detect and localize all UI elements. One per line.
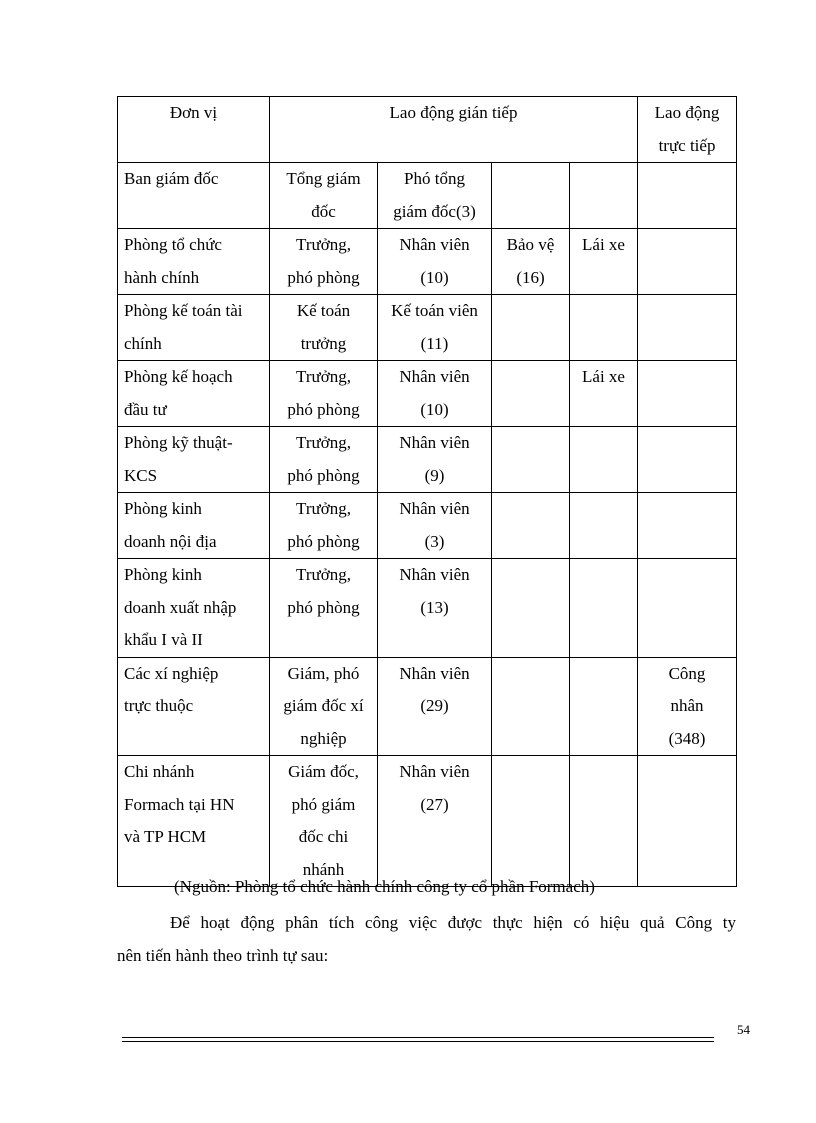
cell-line: (10) (420, 267, 449, 287)
cell-line: (27) (420, 794, 449, 814)
table-row (118, 756, 737, 887)
table-row (118, 493, 737, 559)
cell-c1 (270, 427, 378, 493)
cell-unit (118, 657, 270, 756)
table-row (118, 163, 737, 229)
cell-unit (118, 361, 270, 427)
cell-line: phó phòng (287, 597, 360, 617)
cell-c4 (570, 229, 638, 295)
cell-line: trực thuộc (124, 696, 194, 715)
cell-line: nhánh (302, 859, 345, 879)
cell-c3 (492, 493, 570, 559)
cell-c1 (270, 361, 378, 427)
source-note: (Nguồn: Phòng tổ chức hành chính công ty cổ phần Formach) (174, 877, 595, 896)
cell-line: Trưởng, (296, 367, 351, 386)
cell-c3 (492, 295, 570, 361)
footer-rule-top (122, 1037, 714, 1038)
cell-c3 (492, 559, 570, 658)
cell-line: Nhân viên (399, 565, 470, 584)
table-row (118, 229, 737, 295)
cell-c2 (378, 361, 492, 427)
cell-line: hành chính (124, 267, 200, 287)
table-row (118, 657, 737, 756)
cell-line: Trưởng, (296, 433, 351, 452)
cell-line: Nhân viên (399, 367, 470, 386)
cell-c3 (492, 163, 570, 229)
cell-line: doanh xuất nhập (124, 597, 237, 617)
cell-line: KCS (124, 465, 158, 485)
cell-c2 (378, 295, 492, 361)
cell-c5 (638, 559, 737, 658)
footer-rule-bottom (122, 1041, 714, 1042)
page-number: 54 (737, 1022, 750, 1037)
cell-c5 (638, 756, 737, 887)
cell-c4 (570, 559, 638, 658)
cell-c3 (492, 756, 570, 887)
cell-line: (11) (420, 333, 449, 353)
cell-line: nhân (670, 696, 704, 715)
cell-line: đốc (311, 201, 336, 221)
cell-line: Nhân viên (399, 433, 470, 452)
cell-c5 (638, 163, 737, 229)
cell-c3 (492, 427, 570, 493)
cell-c4 (570, 427, 638, 493)
cell-line: Kế toán (296, 301, 351, 320)
cell-c2 (378, 756, 492, 887)
cell-line: khẩu I và II (124, 630, 203, 649)
cell-line: Lái xe (582, 367, 625, 386)
cell-unit (118, 229, 270, 295)
cell-c1 (270, 163, 378, 229)
cell-line: (16) (516, 267, 545, 287)
cell-line: (13) (420, 597, 449, 617)
cell-c2 (378, 493, 492, 559)
cell-line: trưởng (300, 333, 347, 353)
cell-c2 (378, 559, 492, 658)
staff-table (117, 96, 737, 887)
cell-c5 (638, 427, 737, 493)
table-row (118, 295, 737, 361)
cell-line: chính (124, 333, 162, 353)
cell-line: Phòng tổ chức (124, 235, 222, 254)
cell-unit (118, 163, 270, 229)
cell-line: Phòng kế toán tài (124, 301, 243, 320)
cell-c4 (570, 361, 638, 427)
cell-line: giám đốc(3) (393, 201, 476, 221)
cell-c5 (638, 361, 737, 427)
cell-line: giám đốc xí (283, 696, 364, 715)
cell-c2 (378, 229, 492, 295)
cell-line: Phòng kinh (124, 499, 202, 518)
cell-c1 (270, 559, 378, 658)
cell-line: và TP HCM (124, 827, 207, 846)
cell-line: Trưởng, (296, 565, 351, 584)
cell-c5 (638, 493, 737, 559)
cell-line: Nhân viên (399, 499, 470, 518)
cell-c2 (378, 163, 492, 229)
cell-line: (29) (420, 696, 449, 715)
cell-c3 (492, 657, 570, 756)
table-body (118, 97, 737, 887)
cell-c4 (570, 493, 638, 559)
cell-c1 (270, 493, 378, 559)
cell-line: (348) (668, 728, 706, 748)
cell-line: Nhân viên (399, 235, 470, 254)
header-indirect-labor: Lao động gián tiếp (270, 97, 638, 163)
cell-line: (10) (420, 399, 449, 419)
cell-line: phó phòng (287, 267, 360, 287)
cell-c4 (570, 657, 638, 756)
cell-line: phó phòng (287, 399, 360, 419)
cell-line: Phòng kinh (124, 565, 202, 584)
cell-line: Formach tại HN (124, 794, 235, 814)
cell-line: (3) (424, 531, 445, 551)
cell-line: Chi nhánh (124, 762, 195, 781)
cell-unit (118, 559, 270, 658)
table-row (118, 361, 737, 427)
paragraph-line-1: Để hoạt động phân tích công việc được thực hiện có hiệu quả Công ty (170, 913, 736, 932)
cell-unit (118, 427, 270, 493)
cell-unit (118, 756, 270, 887)
header-direct-labor: Lao động trực tiếp (638, 97, 737, 163)
cell-line: Trưởng, (296, 235, 351, 254)
cell-line: đốc chi (298, 827, 349, 846)
cell-line: Phòng kế hoạch (124, 367, 233, 386)
cell-line: Phó tổng (404, 169, 465, 188)
cell-line: Ban giám đốc (124, 169, 219, 188)
cell-line: Trưởng, (296, 499, 351, 518)
cell-line: Nhân viên (399, 663, 470, 683)
cell-c5 (638, 657, 737, 756)
cell-line: Giám đốc, (288, 762, 359, 781)
cell-line: Giám, phó (287, 663, 360, 683)
cell-line: nghiệp (300, 728, 347, 748)
cell-c2 (378, 657, 492, 756)
cell-line: Công (668, 663, 706, 683)
cell-line: phó giám (291, 794, 356, 814)
cell-line: (9) (424, 465, 445, 485)
cell-c4 (570, 163, 638, 229)
body-paragraph (117, 906, 736, 972)
cell-c1 (270, 657, 378, 756)
cell-line: phó phòng (287, 531, 360, 551)
cell-c3 (492, 361, 570, 427)
cell-c5 (638, 295, 737, 361)
header-unit: Đơn vị (118, 97, 270, 163)
table-row (118, 427, 737, 493)
paragraph-line-2: nên tiến hành theo trình tự sau: (117, 946, 329, 965)
table-header-row (118, 97, 737, 163)
cell-line: Các xí nghiệp (124, 663, 219, 683)
cell-line: Lái xe (582, 235, 625, 254)
cell-c2 (378, 427, 492, 493)
table-row (118, 559, 737, 658)
cell-line: phó phòng (287, 465, 360, 485)
cell-line: Nhân viên (399, 762, 470, 781)
cell-line: đầu tư (124, 399, 167, 419)
cell-unit (118, 493, 270, 559)
cell-c4 (570, 295, 638, 361)
cell-line: Kế toán viên (391, 301, 478, 320)
cell-line: doanh nội địa (124, 531, 217, 551)
cell-unit (118, 295, 270, 361)
cell-c1 (270, 756, 378, 887)
cell-line: Tổng giám (286, 169, 361, 188)
cell-c1 (270, 229, 378, 295)
cell-c1 (270, 295, 378, 361)
cell-line: Phòng kỹ thuật- (124, 433, 233, 452)
cell-line: Bảo vệ (506, 235, 555, 254)
cell-c4 (570, 756, 638, 887)
cell-c3 (492, 229, 570, 295)
cell-c5 (638, 229, 737, 295)
